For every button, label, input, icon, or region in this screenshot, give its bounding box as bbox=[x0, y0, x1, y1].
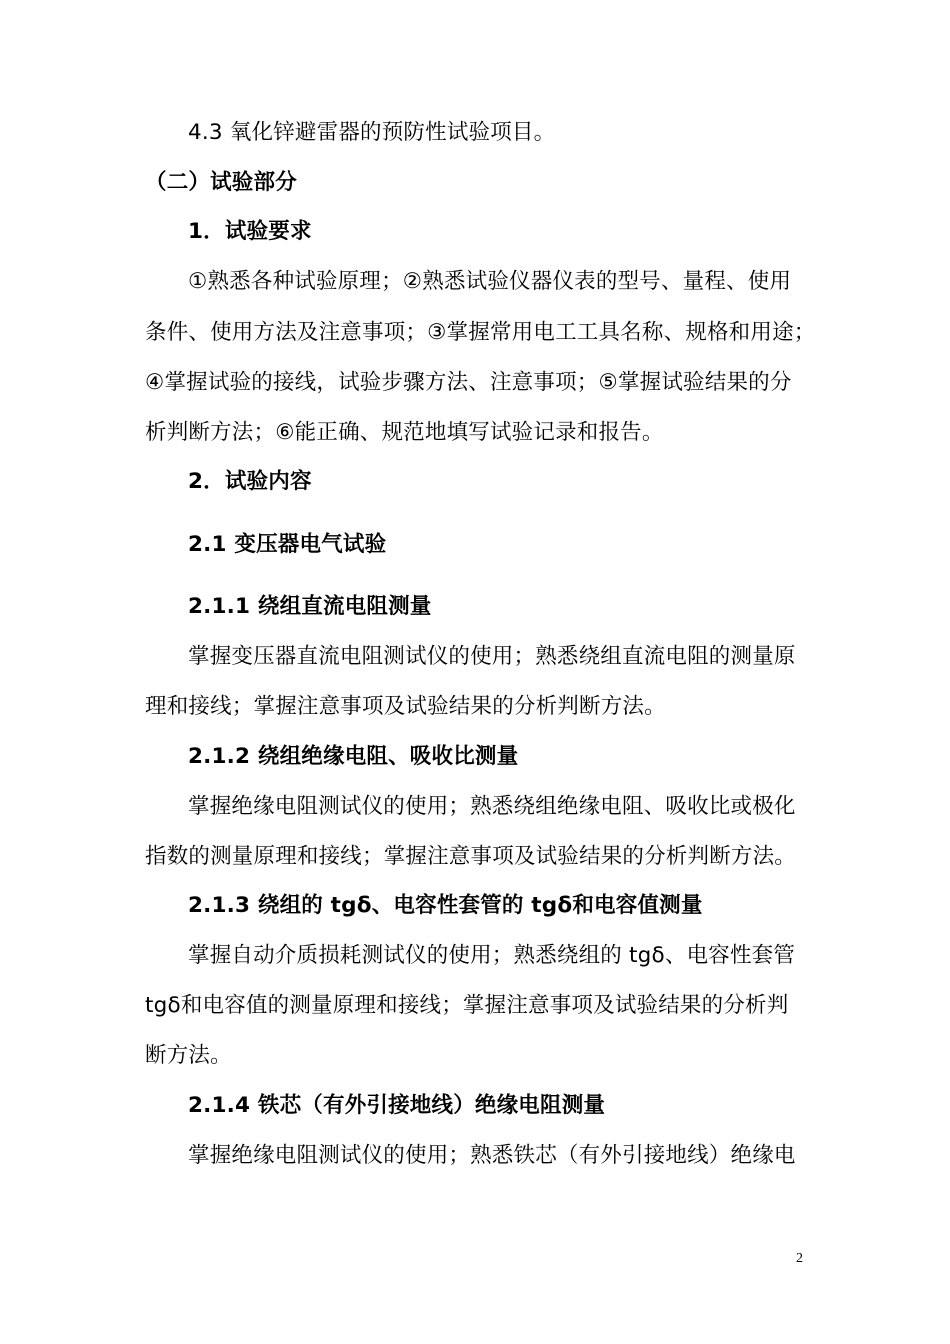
paragraph-line: ④掌握试验的接线，试验步骤方法、注意事项；⑤掌握试验结果的分 bbox=[145, 370, 792, 395]
heading-2-1-1: 2.1.1 绕组直流电阻测量 bbox=[188, 594, 432, 619]
section-heading-test-part: （二）试验部分 bbox=[145, 170, 297, 195]
heading-test-content: 2．试验内容 bbox=[188, 469, 312, 494]
paragraph-line: 掌握变压器直流电阻测试仪的使用；熟悉绕组直流电阻的测量原 bbox=[188, 644, 796, 669]
paragraph-line: 掌握自动介质损耗测试仪的使用；熟悉绕组的 tgδ、电容性套管 bbox=[188, 943, 796, 968]
heading-2-1-4: 2.1.4 铁芯（有外引接地线）绝缘电阻测量 bbox=[188, 1093, 606, 1118]
paragraph-line: 指数的测量原理和接线；掌握注意事项及试验结果的分析判断方法。 bbox=[145, 844, 797, 869]
paragraph-line: 析判断方法；⑥能正确、规范地填写试验记录和报告。 bbox=[145, 420, 664, 445]
page-number: 2 bbox=[796, 1251, 803, 1266]
heading-test-requirements: 1．试验要求 bbox=[188, 219, 312, 244]
heading-2-1-2: 2.1.2 绕组绝缘电阻、吸收比测量 bbox=[188, 744, 519, 769]
paragraph-line: 条件、使用方法及注意事项；③掌握常用电工工具名称、规格和用途； bbox=[145, 320, 816, 345]
paragraph-line: tgδ和电容值的测量原理和接线；掌握注意事项及试验结果的分析判 bbox=[145, 993, 789, 1018]
paragraph-line: 掌握绝缘电阻测试仪的使用；熟悉绕组绝缘电阻、吸收比或极化 bbox=[188, 794, 796, 819]
heading-2-1: 2.1 变压器电气试验 bbox=[188, 532, 387, 557]
paragraph-line: 理和接线；掌握注意事项及试验结果的分析判断方法。 bbox=[145, 694, 666, 719]
paragraph-line: 断方法。 bbox=[145, 1043, 232, 1068]
paragraph-line: 掌握绝缘电阻测试仪的使用；熟悉铁芯（有外引接地线）绝缘电 bbox=[188, 1143, 796, 1168]
text-line-4-3: 4.3 氧化锌避雷器的预防性试验项目。 bbox=[188, 120, 556, 145]
paragraph-line: ①熟悉各种试验原理；②熟悉试验仪器仪表的型号、量程、使用 bbox=[188, 269, 792, 294]
heading-2-1-3: 2.1.3 绕组的 tgδ、电容性套管的 tgδ和电容值测量 bbox=[188, 893, 703, 918]
